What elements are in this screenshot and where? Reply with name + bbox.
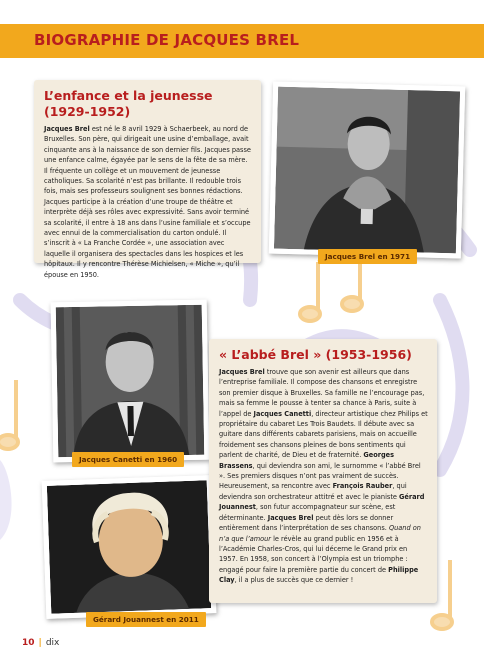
page-separator: | <box>38 638 42 648</box>
abbe-brel-section-card <box>209 339 437 603</box>
title-banner <box>0 24 484 58</box>
page-footer <box>22 638 59 648</box>
jouannest-photo-image <box>47 480 211 614</box>
brel-photo-image <box>274 87 460 254</box>
abbe-brel-section-text: Jacques Brel trouve que son avenir est ailleurs que dans l’entreprise familiale. Il compose des chansons et enregistre son premier disque à Bruxelles. Sa famille ne l’encourage pas, mais sa femme le pousse à tenter sa chance à Paris, suite à l’appel de Jacques Canetti, directeur artistique chez Philips et propriétaire du cabaret Les Trois Baudets. Il débute avec sa guitare dans différents cabarets parisiens, mais on accueille froidement ses chansons pleines de bons sentiments qui parlent de charité, de Dieu et de fraternité. Georges Brassens, qui deviendra son ami, le surnomme « l’abbé Brel ». Ses premiers disques n’ont pas vraiment de succès. Heureusement, sa rencontre avec François Rauber, qui deviendra son orchestrateur attitré et avec le pianiste Gérard Jouannest, son futur accompagnateur sur scène, est déterminante. Jacques Brel peut dès lors se donner entièrement dans l’interprétation de ses chansons. Quand on n’a que l’amour le révèle au grand public en 1956 et à l’Académie Charles-Cros, qui lui décerne le Grand prix en 1957. En 1958, son concert à l’Olympia est un triomphe : engagé pour faire la première partie du concert de Philippe Clay, il a plus de succès que ce dernier ! <box>219 367 428 585</box>
caption-brel: Jacques Brel en 1971 <box>318 249 417 264</box>
photo-jacques-canetti-1960 <box>51 300 210 463</box>
childhood-section-card <box>34 80 261 279</box>
canetti-photo-image <box>56 305 205 458</box>
photo-jacques-brel-1971 <box>269 82 465 259</box>
childhood-section-heading: L’enfance et la jeunesse (1929-1952) <box>44 88 213 119</box>
photo-gerard-jouannest-2011 <box>42 475 217 619</box>
caption-canetti: Jacques Canetti en 1960 <box>72 452 184 467</box>
childhood-section-text: Jacques Brel est né le 8 avril 1929 à Schaerbeek, au nord de Bruxelles. Son père, qui dirigeait une usine d’emballage, avait cinquante ans à la naissance de son dernier fils. Jacques passe une enfance calme, égayée par le sens de la fête de sa mère. Il fréquente un collège et un mouvement de jeunesse catholiques. Sa scolarité n’est pas brillante. Il redouble trois fois, mais ses professeurs soulignent ses bonnes rédactions. Jacques participe à la création d’une troupe de théâtre et interprète déjà ses rôles avec expressivité. Sans avoir terminé sa scolarité, il entre à 18 ans dans l’usine familiale et s’occupe avec ennui de la commercialisation du carton ondulé. Il s’inscrit à « La Franche Cordée », une association avec laquelle il organisera des spectacles dans les hospices et les hôpitaux. Il y rencontre Thérèse Michielsen, « Miche », qu’il épouse en 1950. <box>44 124 251 279</box>
page-number: 10 <box>22 638 35 648</box>
page-title: BIOGRAPHIE DE JACQUES BREL <box>34 31 300 49</box>
brel-name: Jacques Brel <box>44 124 90 133</box>
page-number-word: dix <box>45 638 60 648</box>
abbe-brel-section-heading: « L’abbé Brel » (1953-1956) <box>219 347 412 362</box>
caption-jouannest: Gérard Jouannest en 2011 <box>86 612 206 627</box>
